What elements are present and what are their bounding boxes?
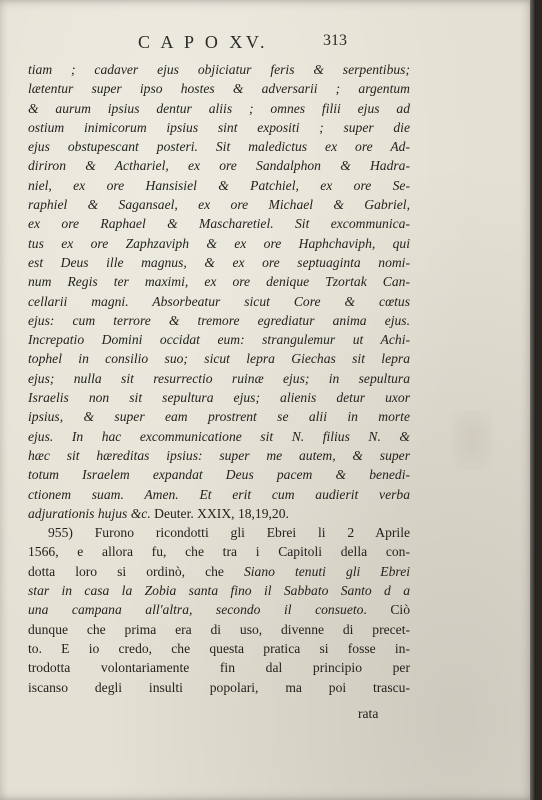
text-line: Increpatio Domini occidat eum: strangulетur ut Achi- — [28, 332, 410, 348]
text-line: raphiel & Sagansael, ex ore Michael & Gabriel, — [28, 197, 410, 213]
text-line: & aurum ipsius dentur aliis ; omnes filii ejus ad — [28, 100, 410, 116]
page-number: 313 — [323, 32, 347, 49]
text-line: ejus obstupescant posteri. Sit maledictus ex ore Ad- — [28, 139, 410, 155]
text-line: tus ex ore Zaphzaviph & ex ore Haphchaviph, qui — [28, 235, 410, 251]
text-line: ctionem suam. Amen. Et erit cum audierit verba — [28, 486, 410, 502]
citation-italic: adjurationis hujus &c. — [28, 505, 151, 521]
page-header — [0, 32, 536, 58]
text-line: num Regis ter maximi, ex ore denique Tzortak Can- — [28, 274, 410, 290]
catchword: rata — [358, 706, 379, 721]
citation-reference: Deuter. XXIX, 18,19,20. — [150, 505, 289, 521]
note-line: dunque che prima era di uso, divenne di precet- — [28, 621, 410, 637]
note-line: to. E io credo, che questa pratica si fosse in- — [28, 640, 410, 656]
note-line: star in casa la Zobia santa fino il Sabbato Santo d a — [28, 583, 410, 599]
note-quote: una campana all'altra, secondo il consueto — [28, 602, 364, 618]
text-line: tiam ; cadaver ejus objiciatur feris & serpentibus; — [28, 62, 410, 77]
italian-note — [28, 523, 410, 697]
note-text: dotta loro si ordinò, che — [28, 563, 224, 579]
note-line — [28, 562, 410, 581]
note-quote: Siano tenuti gli Ebrei — [223, 563, 410, 579]
text-line: ejus. In hac excommunicatione sit N. filius N. & — [28, 428, 410, 444]
note-line: trodotta volontariamente fin dal principio per — [28, 660, 410, 676]
text-line: ejus; nulla sit resurrectio ruinæ ejus; in sepultura — [28, 370, 410, 386]
text-line: lætentur super ipso hostes & adversarii ; argentum — [28, 81, 410, 97]
paper-stain — [452, 410, 492, 470]
running-head: C A P O XV. — [138, 32, 269, 52]
text-line: hæc sit hæreditas ipsius: super me autem, & super — [28, 447, 410, 463]
text-line: ipsius, & super eam prostrent se alii in morte — [28, 409, 410, 425]
text-line: totum Israelem expandat Deus pacem & benedi- — [28, 467, 410, 483]
text-line: est Deus ille magnus, & ex ore septuaginta nomi- — [28, 254, 410, 270]
note-line — [28, 600, 410, 619]
page-edge-shadow — [530, 0, 536, 800]
note-line: iscanso degli insulti popolari, ma poi trascu- — [28, 679, 410, 695]
text-line: cellarii magni. Absorbeatur sicut Core & cœtus — [28, 293, 410, 309]
text-line: tophel in consilio suo; sicut lepra Giechas sit lepra — [28, 351, 410, 367]
note-text: . Ciò — [363, 602, 410, 618]
text-line: diriron & Acthariel, ex ore Sandalphon & Hadra- — [28, 158, 410, 174]
text-line — [28, 504, 410, 523]
text-line: Israelis non sit sepultura ejus; alienis detur uxor — [28, 390, 410, 406]
body-text — [28, 60, 410, 697]
text-line: ex ore Raphael & Mascharetiel. Sit excommunica- — [28, 216, 410, 232]
note-line: 1566, e allora fu, che tra i Capitoli della con- — [28, 544, 410, 560]
text-line: ostium inimicorum ipsius sint expositi ; super die — [28, 119, 410, 135]
text-line: ejus: cum terrore & tremore egrediatur anima ejus. — [28, 312, 410, 328]
latin-excommunication-text — [28, 60, 410, 523]
text-line: niel, ex ore Hansisiel & Patchiel, ex ore Se- — [28, 177, 410, 193]
note-line: 955) Furono ricondotti gli Ebrei li 2 Aprile — [48, 525, 410, 541]
